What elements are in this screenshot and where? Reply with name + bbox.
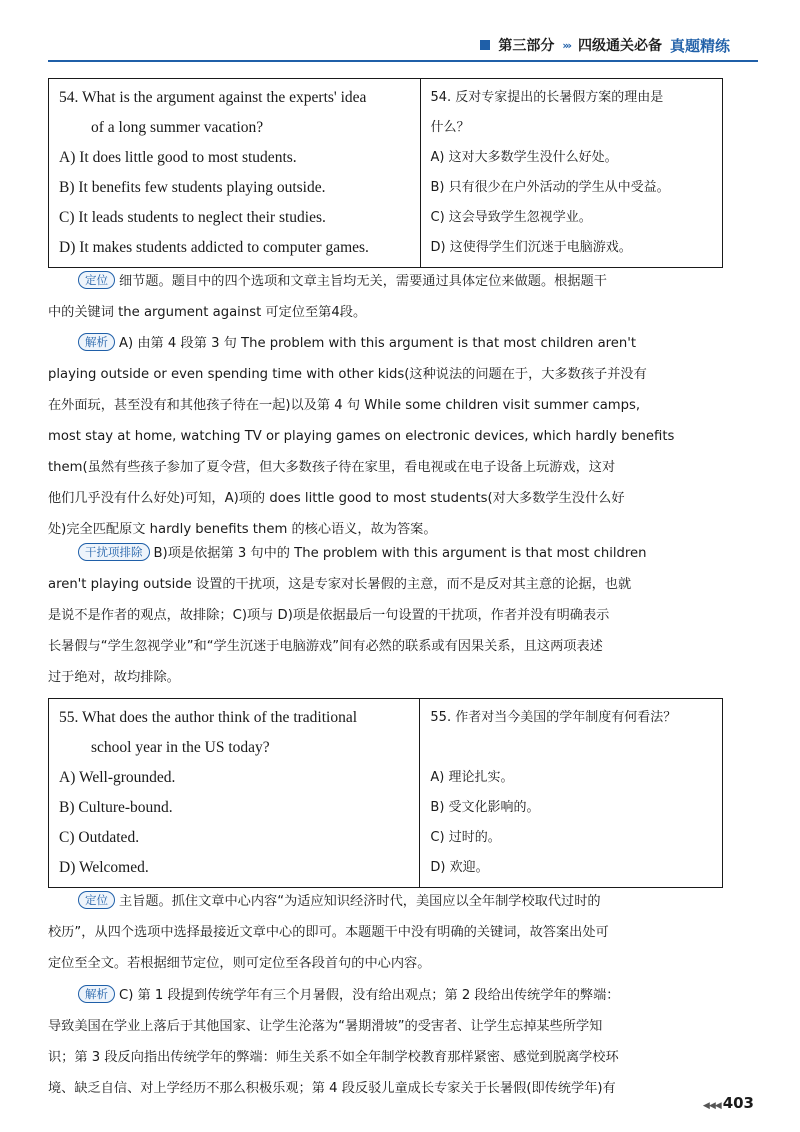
q54-option-d-cn: D) 这使得学生们沉迷于电脑游戏。 <box>430 240 632 255</box>
paragraph-line: 主旨题。抓住文章中心内容“为适应知识经济时代，美国应以全年制学校取代过时的 <box>119 894 601 909</box>
paragraph-line: 导致美国在学业上落后于其他国家、让学生沦落为“暑期滑坡”的受害者、让学生忘掉某些所学知 <box>48 1019 603 1034</box>
paragraph-line: most stay at home, watching TV or playing games on electronic devices, which hardly benefits <box>48 429 675 444</box>
q54-en-line: 54. What is the argument against the experts' idea <box>59 89 367 106</box>
locate-tag: 定位 <box>78 271 115 289</box>
header-section: 第三部分 <box>498 38 555 54</box>
paragraph-line: playing outside or even spending time with other kids(这种说法的问题在于，大多数孩子并没有 <box>48 367 647 382</box>
question-55-table <box>48 698 723 888</box>
page-number <box>703 1094 754 1112</box>
distractor-tag: 干扰项排除 <box>78 543 150 561</box>
q54-option-a-en: A) It does little good to most students. <box>59 149 297 166</box>
q55-option-d-en: D) Welcomed. <box>59 859 149 876</box>
paragraph-line: 处)完全匹配原文 hardly benefits them 的核心语义，故为答案。 <box>48 522 437 537</box>
q55-en-line: school year in the US today? <box>91 739 270 756</box>
q54-option-b-en: B) It benefits few students playing outside. <box>59 179 326 196</box>
paragraph-line: 中的关键词 the argument against 可定位至第4段。 <box>48 305 367 320</box>
q55-analysis-paragraph <box>48 980 758 1104</box>
paragraph-line: B)项是依据第 3 句中的 The problem with this argument is that most children <box>153 546 647 561</box>
header-rule <box>48 60 758 62</box>
q55-locate-paragraph <box>48 886 758 979</box>
paragraph-line: 在外面玩，甚至没有和其他孩子待在一起)以及第 4 句 While some children visit summer camps, <box>48 398 641 413</box>
question-54-table <box>48 78 723 268</box>
paragraph-line: 他们几乎没有什么好处)可知，A)项的 does little good to most students(对大多数学生没什么好 <box>48 491 625 506</box>
analysis-tag: 解析 <box>78 985 115 1003</box>
q55-option-c-en: C) Outdated. <box>59 829 140 846</box>
triple-triangle-icon: ◀◀◀ <box>702 1101 721 1111</box>
q54-option-c-en: C) It leads students to neglect their studies. <box>59 209 326 226</box>
q54-option-d-en: D) It makes students addicted to computer games. <box>59 239 369 256</box>
q55-option-d-cn: D) 欢迎。 <box>430 860 489 875</box>
paragraph-line: C) 第 1 段提到传统学年有三个月暑假，没有给出观点；第 2 段给出传统学年的弊端： <box>119 988 620 1003</box>
paragraph-line: 境、缺乏自信、对上学经历不那么积极乐观；第 4 段反驳儿童成长专家关于长暑假(即传统学年)有 <box>48 1081 616 1096</box>
q54-option-c-cn: C) 这会导致学生忽视学业。 <box>430 210 592 225</box>
paragraph-line: 长暑假与“学生忽视学业”和“学生沉迷于电脑游戏”间有必然的联系或有因果关系，且这两项表述 <box>48 639 603 654</box>
question-55-english <box>49 699 420 888</box>
paragraph-line: 细节题。题目中的四个选项和文章主旨均无关，需要通过具体定位来做题。根据题干 <box>119 274 607 289</box>
q55-cn-line: 55. 作者对当今美国的学年制度有何看法？ <box>430 710 677 725</box>
q54-distractor-paragraph <box>48 538 758 693</box>
square-bullet-icon <box>480 40 490 50</box>
q55-option-b-en: B) Culture-bound. <box>59 799 173 816</box>
q54-option-a-cn: A) 这对大多数学生没什么好处。 <box>430 150 618 165</box>
q54-cn-line: 什么？ <box>430 120 470 135</box>
locate-tag: 定位 <box>78 891 115 909</box>
paragraph-line: them(虽然有些孩子参加了夏令营，但大多数孩子待在家里，看电视或在电子设备上玩游戏，这对 <box>48 460 616 475</box>
paragraph-line: 识；第 3 段反向指出传统学年的弊端：师生关系不如全年制学校教育那样紧密、感觉到脱离学校环 <box>48 1050 619 1065</box>
q55-option-a-cn: A) 理论扎实。 <box>430 770 514 785</box>
running-header <box>480 34 730 56</box>
paragraph-line: A) 由第 4 段第 3 句 The problem with this argument is that most children aren't <box>119 336 637 351</box>
q54-analysis-paragraph <box>48 328 758 545</box>
page-number-value: 403 <box>722 1094 754 1112</box>
q54-en-line: of a long summer vacation? <box>91 119 264 136</box>
q54-option-b-cn: B) 只有很少在户外活动的学生从中受益。 <box>430 180 670 195</box>
paragraph-line: 校历”，从四个选项中选择最接近文章中心的即可。本题题干中没有明确的关键词，故答案出处可 <box>48 925 609 940</box>
q54-cn-line: 54. 反对专家提出的长暑假方案的理由是 <box>430 90 664 105</box>
question-54-chinese <box>420 79 723 268</box>
q55-option-b-cn: B) 受文化影响的。 <box>430 800 540 815</box>
paragraph-line: 定位至全文。若根据细节定位，则可定位至各段首句的中心内容。 <box>48 956 431 971</box>
header-highlight: 真题精练 <box>669 36 730 55</box>
paragraph-line: 过于绝对，故均排除。 <box>48 670 180 685</box>
paragraph-line: aren't playing outside 设置的干扰项，这是专家对长暑假的主意，而不是反对其主意的论据，也就 <box>48 577 632 592</box>
q55-option-a-en: A) Well-grounded. <box>59 769 176 786</box>
analysis-tag: 解析 <box>78 333 115 351</box>
triple-arrow-icon: ››› <box>562 38 570 52</box>
q55-en-line: 55. What does the author think of the traditional <box>59 709 358 726</box>
q54-locate-paragraph <box>48 266 758 328</box>
question-54-english <box>49 79 421 268</box>
q55-option-c-cn: C) 过时的。 <box>430 830 501 845</box>
q55-cn-blank <box>430 733 714 763</box>
header-series: 四级通关必备 <box>577 38 662 54</box>
paragraph-line: 是说不是作者的观点，故排除；C)项与 D)项是依据最后一句设置的干扰项，作者并没有明确表示 <box>48 608 610 623</box>
question-55-chinese <box>420 699 723 888</box>
